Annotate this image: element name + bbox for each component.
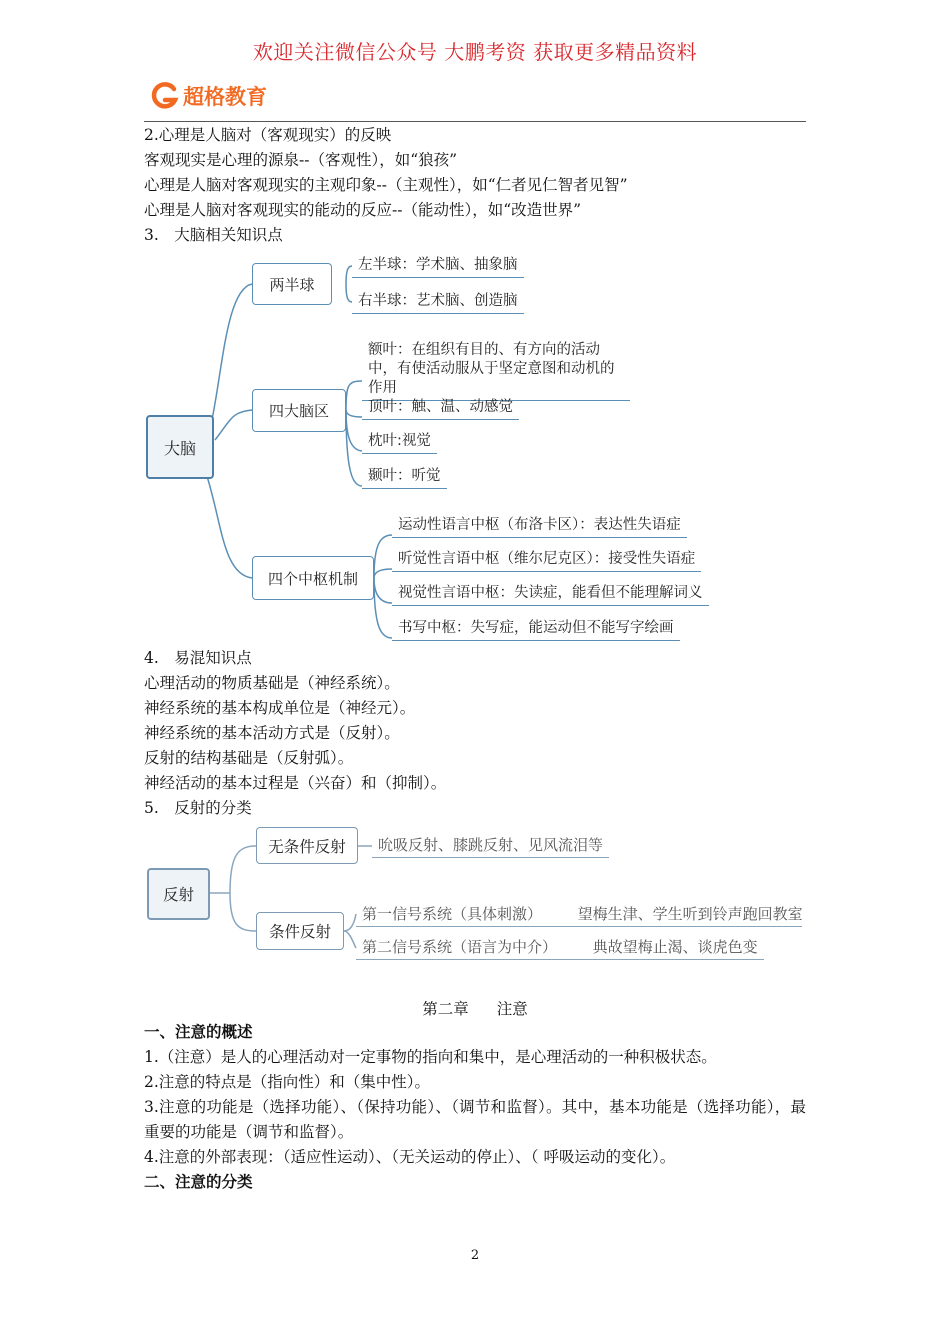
section4-line: 反射的结构基础是（反射弧）。 <box>144 749 354 767</box>
section2-line: 客观现实是心理的源泉--（客观性），如“狼孩” <box>144 151 458 169</box>
brand-name: 超格教育 <box>183 85 267 109</box>
leaf-broca-area: 运动性语言中枢（布洛卡区）：表达性失语症 <box>392 515 687 538</box>
section3-heading: 3. 大脑相关知识点 <box>144 226 283 244</box>
attention-paragraph: 1.（注意）是人的心理活动对一定事物的指向和集中，是心理活动的一种积极状态。 <box>144 1048 717 1066</box>
section2-line: 心理是人脑对客观现实的能动的反应--（能动性），如“改造世界” <box>144 201 582 219</box>
branch-unconditioned-reflex: 无条件反射 <box>256 827 358 864</box>
leaf-second-signal-system <box>356 937 764 960</box>
second-signal-label: 第二信号系统（语言为中介） <box>362 938 558 956</box>
mindmap-root-reflex: 反射 <box>147 868 210 920</box>
first-signal-label: 第一信号系统（具体刺激） <box>362 905 543 923</box>
leaf-first-signal-system <box>356 904 802 927</box>
branch-four-lobes: 四大脑区 <box>252 389 346 432</box>
mindmap-root-brain: 大脑 <box>146 415 214 479</box>
section2-heading: 2.心理是人脑对（客观现实）的反映 <box>144 126 392 144</box>
chapter-name: 注意 <box>496 1000 528 1018</box>
section4-heading: 4. 易混知识点 <box>144 649 252 667</box>
leaf-unconditioned-examples: 吮吸反射、膝跳反射、见风流泪等 <box>372 835 609 858</box>
chapter-number: 第二章 <box>422 1000 469 1018</box>
leaf-occipital-lobe: 枕叶:视觉 <box>362 431 437 454</box>
section4-line: 神经活动的基本过程是（兴奋）和（抑制）。 <box>144 774 447 792</box>
leaf-parietal-lobe: 顶叶：触、温、动感觉 <box>362 397 519 420</box>
second-signal-example: 典故望梅止渴、谈虎色变 <box>592 938 758 956</box>
leaf-visual-speech-center: 视觉性言语中枢：失读症，能看但不能理解词义 <box>392 583 709 606</box>
leaf-right-hemisphere: 右半球：艺术脑、创造脑 <box>352 291 524 314</box>
branch-four-centers: 四个中枢机制 <box>252 556 374 600</box>
section4-line: 神经系统的基本活动方式是（反射）。 <box>144 724 400 742</box>
leaf-writing-center: 书写中枢：失写症，能运动但不能写字绘画 <box>392 618 680 641</box>
attention-paragraph: 4.注意的外部表现：（适应性运动）、（无关运动的停止）、（ 呼吸运动的变化）。 <box>144 1148 676 1166</box>
attention-heading-overview: 一、注意的概述 <box>144 1022 253 1041</box>
first-signal-example: 望梅生津、学生听到铃声跑回教室 <box>577 905 803 923</box>
page-number: 2 <box>470 1248 480 1263</box>
attention-paragraph: 2.注意的特点是（指向性）和（集中性）。 <box>144 1073 431 1091</box>
leaf-wernicke-area: 听觉性言语中枢（维尔尼克区）：接受性失语症 <box>392 549 701 572</box>
chapter-title <box>0 997 950 1019</box>
leaf-temporal-lobe: 颞叶：听觉 <box>362 466 447 489</box>
leaf-left-hemisphere: 左半球：学术脑、抽象脑 <box>352 255 524 278</box>
section2-line: 心理是人脑对客观现实的主观印象--（主观性），如“仁者见仁智者见智” <box>144 176 628 194</box>
branch-conditioned-reflex: 条件反射 <box>256 912 344 950</box>
leaf-frontal-lobe: 额叶：在组织有目的、有方向的活动中，有使活动服从于坚定意图和动机的作用 <box>362 341 630 401</box>
section5-heading: 5. 反射的分类 <box>144 799 252 817</box>
attention-paragraph: 3.注意的功能是（选择功能）、（保持功能）、（调节和监督）。其中，基本功能是（选择功能），最重要的功能是（调节和监督）。 <box>144 1098 806 1141</box>
branch-two-hemispheres: 两半球 <box>252 263 332 305</box>
attention-heading-classification: 二、注意的分类 <box>144 1172 253 1191</box>
section4-line: 心理活动的物质基础是（神经系统）。 <box>144 674 400 692</box>
section4-line: 神经系统的基本构成单位是（神经元）。 <box>144 699 416 717</box>
promo-banner: 欢迎关注微信公众号 大鹏考资 获取更多精品资料 <box>252 40 698 64</box>
